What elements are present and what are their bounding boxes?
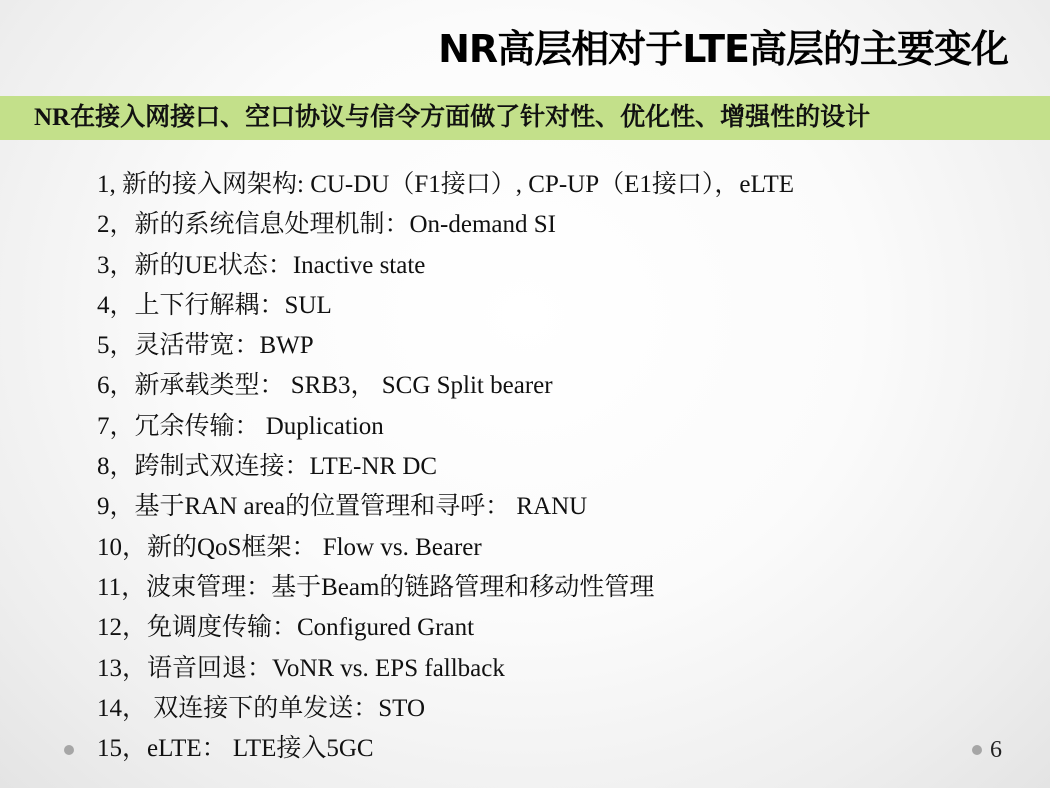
list-item: 4，上下行解耦：SUL xyxy=(97,291,332,319)
list-item: 2，新的系统信息处理机制：On-demand SI xyxy=(97,211,556,239)
slide-title: NR高层相对于LTE高层的主要变化 xyxy=(438,27,1008,71)
list-item: 14， 双连接下的单发送：STO xyxy=(97,694,426,722)
list-item: 5，灵活带宽：BWP xyxy=(97,332,314,360)
list-item: 9，基于RAN area的位置管理和寻呼： RANU xyxy=(97,493,588,521)
list-item: 7，冗余传输： Duplication xyxy=(97,412,384,440)
change-list xyxy=(97,165,794,769)
list-item: 1, 新的接入网架构: CU-DU（F1接口）, CP-UP（E1接口），eLTE xyxy=(97,171,795,198)
list-item: 15，eLTE： LTE接入5GC xyxy=(97,735,374,763)
list-item: 12，免调度传输：Configured Grant xyxy=(97,614,475,642)
list-item: 13，语音回退：VoNR vs. EPS fallback xyxy=(97,654,505,682)
list-item: 11，波束管理：基于Beam的链路管理和移动性管理 xyxy=(97,573,655,601)
bullet-dot-icon xyxy=(64,745,74,755)
bullet-dot-icon xyxy=(972,745,982,755)
page-number: 6 xyxy=(990,737,1002,763)
list-item: 6，新承载类型： SRB3， SCG Split bearer xyxy=(97,372,553,400)
subtitle-banner: NR在接入网接口、空口协议与信令方面做了针对性、优化性、增强性的设计 xyxy=(0,96,1050,140)
list-item: 3，新的UE状态：Inactive state xyxy=(97,251,426,279)
list-item: 10，新的QoS框架： Flow vs. Bearer xyxy=(97,533,482,561)
list-item: 8，跨制式双连接：LTE-NR DC xyxy=(97,453,438,481)
